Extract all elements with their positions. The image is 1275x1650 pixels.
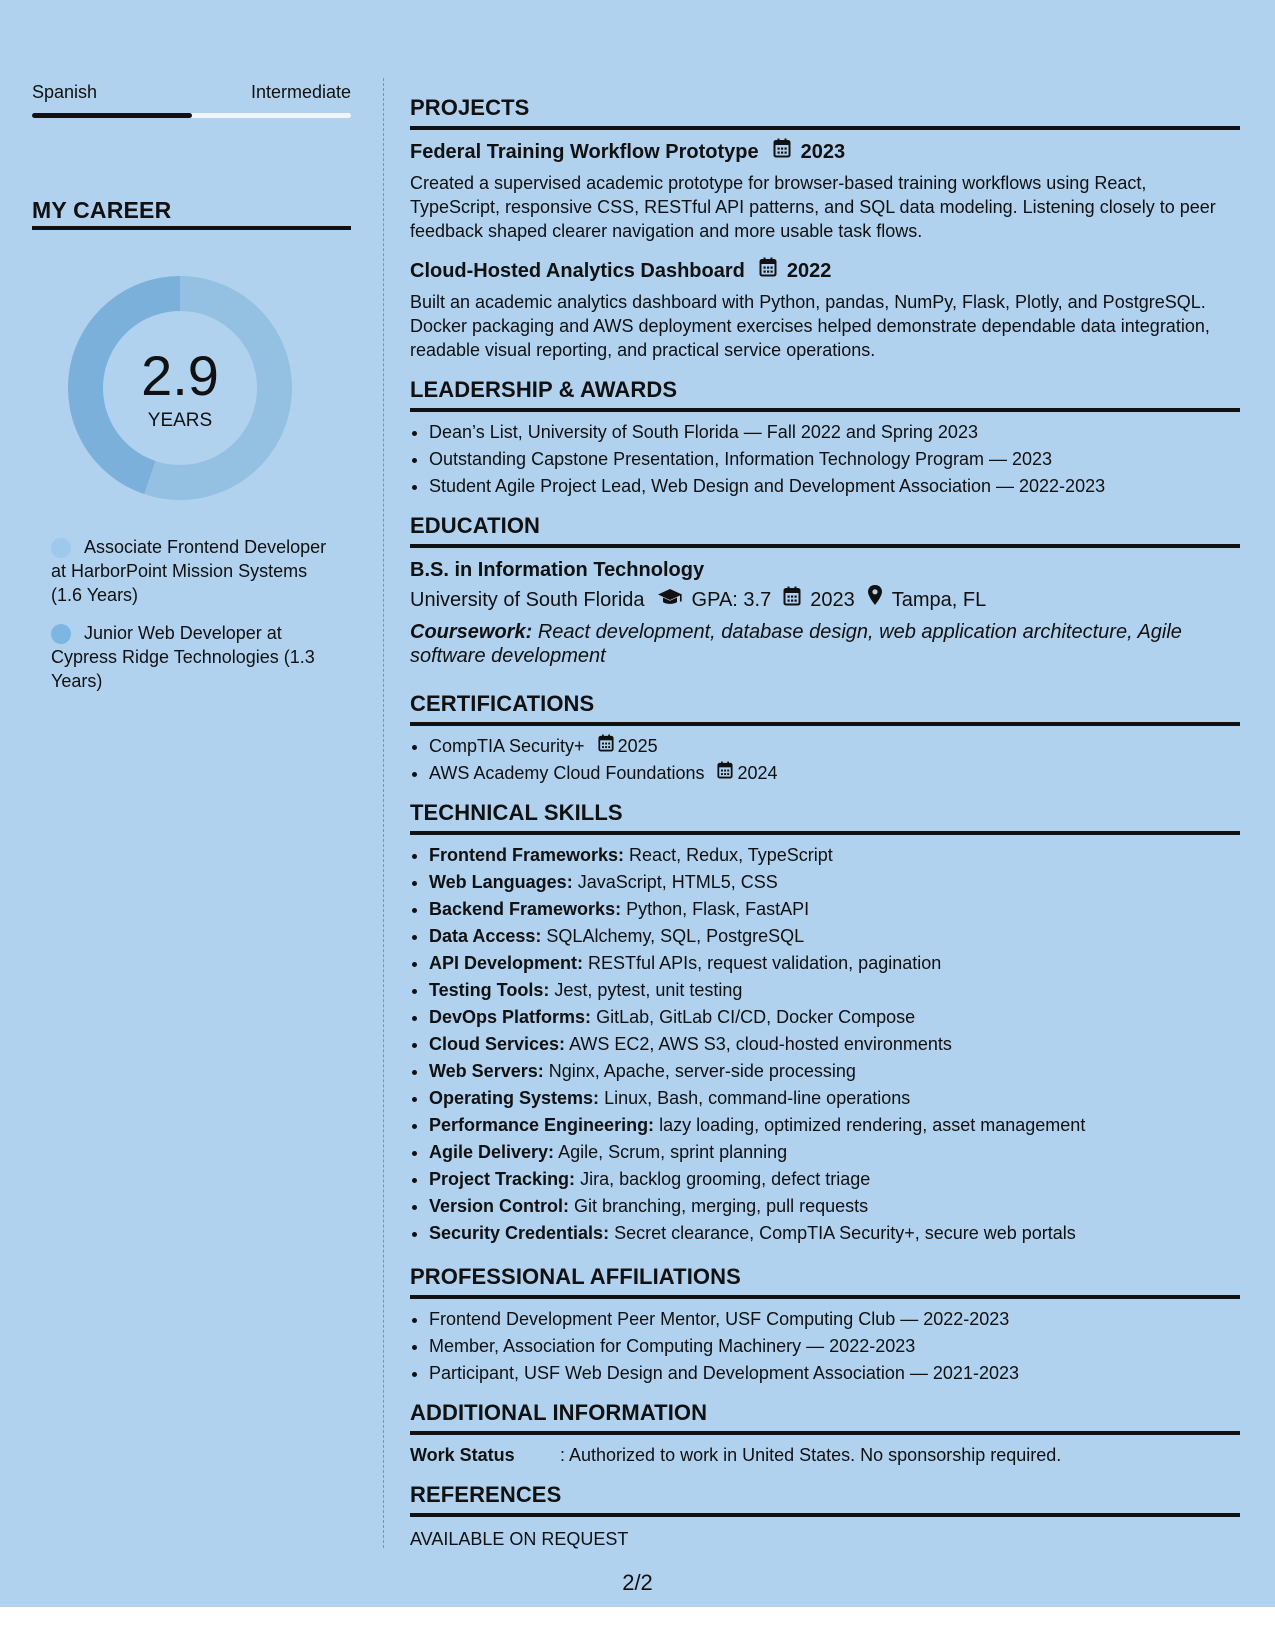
project-description: Created a supervised academic prototype for browser-based training workflows using React, TypeScript, responsive CSS, RESTful API patterns, and SQL data modeling. Listening closely to peer feedback shaped clearer navigation and more usable task flows. bbox=[410, 173, 1216, 241]
career-total-unit: YEARS bbox=[147, 410, 213, 431]
skill-label: Testing Tools: bbox=[429, 980, 550, 1000]
skill-item bbox=[429, 951, 1240, 975]
skills-list bbox=[410, 843, 1240, 1245]
coursework-text: React development, database design, web application architecture, Agile software development bbox=[410, 621, 1182, 667]
skill-value: Agile, Scrum, sprint planning bbox=[558, 1142, 788, 1162]
skill-value: SQLAlchemy, SQL, PostgreSQL bbox=[546, 926, 805, 946]
skill-label: Web Languages: bbox=[429, 872, 573, 892]
calendar-icon bbox=[783, 585, 801, 615]
skill-value: Jira, backlog grooming, defect triage bbox=[580, 1169, 871, 1189]
certification-name: • CompTIA Security+ bbox=[429, 736, 585, 756]
skill-label: Performance Engineering: bbox=[429, 1115, 655, 1135]
project-year: 2022 bbox=[786, 259, 832, 282]
skill-label: API Development: bbox=[429, 953, 584, 973]
list-item: • Frontend Development Peer Mentor, USF Computing Club — 2022-2023 bbox=[429, 1307, 1240, 1331]
project-heading bbox=[410, 138, 1240, 165]
skill-label: Security Credentials: bbox=[429, 1223, 610, 1243]
skill-label: DevOps Platforms: bbox=[429, 1007, 592, 1027]
calendar-icon bbox=[717, 761, 733, 785]
legend-dot bbox=[51, 624, 71, 644]
career-legend-item bbox=[51, 621, 341, 693]
page-number: 2/2 bbox=[622, 1570, 653, 1595]
skill-item bbox=[429, 978, 1240, 1002]
coursework-label: Coursework: bbox=[410, 621, 533, 643]
education-section bbox=[410, 512, 1240, 668]
skill-label: Cloud Services: bbox=[429, 1034, 566, 1054]
skill-value: Python, Flask, FastAPI bbox=[626, 899, 810, 919]
skill-value: JavaScript, HTML5, CSS bbox=[577, 872, 778, 892]
leadership-section bbox=[410, 376, 1240, 498]
language-level: Intermediate bbox=[250, 82, 351, 102]
certification-name: • AWS Academy Cloud Foundations bbox=[429, 763, 705, 783]
calendar-icon bbox=[759, 257, 777, 284]
skill-value: Linux, Bash, command-line operations bbox=[604, 1088, 911, 1108]
certification-year: 2025 bbox=[617, 736, 658, 756]
list-item: • Dean’s List, University of South Florida — Fall 2022 and Spring 2023 bbox=[429, 420, 1240, 444]
career-legend-item bbox=[51, 535, 341, 607]
project-description: Built an academic analytics dashboard with Python, pandas, NumPy, Flask, Plotly, and PostgreSQL. Docker packaging and AWS deployment exercises helped demonstrate dependable data integration, readable visual reporting, and practical service operations. bbox=[410, 292, 1210, 360]
certifications-section bbox=[410, 690, 1240, 785]
section-rule bbox=[410, 1431, 1240, 1435]
education-coursework bbox=[410, 620, 1240, 668]
certification-item bbox=[429, 761, 1240, 785]
section-rule bbox=[410, 126, 1240, 130]
work-status-value: : Authorized to work in United States. No sponsorship required. bbox=[560, 1445, 1062, 1465]
work-status-row bbox=[410, 1443, 1240, 1467]
calendar-icon bbox=[773, 138, 791, 165]
right-column bbox=[410, 94, 1240, 1565]
language-name: Spanish bbox=[32, 82, 98, 102]
list-item: • Member, Association for Computing Machinery — 2022-2023 bbox=[429, 1334, 1240, 1358]
education-year: 2023 bbox=[810, 588, 855, 611]
affiliations-list bbox=[410, 1307, 1240, 1385]
skill-item bbox=[429, 1221, 1240, 1245]
skill-label: Data Access: bbox=[429, 926, 542, 946]
language-row bbox=[32, 82, 351, 106]
column-divider bbox=[383, 78, 384, 1548]
skill-value: AWS EC2, AWS S3, cloud-hosted environments bbox=[569, 1034, 952, 1054]
skill-item bbox=[429, 1194, 1240, 1218]
career-legend-label: Associate Frontend Developer at HarborPoint Mission Systems (1.6 Years) bbox=[51, 537, 327, 605]
education-gpa: GPA: 3.7 bbox=[691, 588, 772, 611]
skill-item bbox=[429, 1059, 1240, 1083]
education-title: EDUCATION bbox=[410, 513, 541, 538]
skill-item bbox=[429, 1140, 1240, 1164]
section-rule bbox=[410, 1295, 1240, 1299]
skill-item bbox=[429, 924, 1240, 948]
skill-label: Agile Delivery: bbox=[429, 1142, 555, 1162]
affiliations-title: PROFESSIONAL AFFILIATIONS bbox=[410, 1264, 741, 1289]
certifications-title: CERTIFICATIONS bbox=[410, 691, 595, 716]
education-school: University of South Florida bbox=[410, 588, 645, 611]
section-rule bbox=[410, 408, 1240, 412]
projects-title: PROJECTS bbox=[410, 95, 530, 120]
skill-label: Operating Systems: bbox=[429, 1088, 600, 1108]
language-proficiency-fill bbox=[32, 113, 192, 118]
skill-item bbox=[429, 843, 1240, 867]
leadership-title: LEADERSHIP & AWARDS bbox=[410, 377, 678, 402]
graduation-cap-icon bbox=[657, 585, 683, 615]
career-legend-label: Junior Web Developer at Cypress Ridge Technologies (1.3 Years) bbox=[51, 623, 315, 691]
education-location: Tampa, FL bbox=[891, 588, 987, 611]
additional-info-title: ADDITIONAL INFORMATION bbox=[410, 1400, 708, 1425]
project-year: 2023 bbox=[800, 140, 846, 163]
map-pin-icon bbox=[867, 584, 883, 615]
references-title: REFERENCES bbox=[410, 1482, 562, 1507]
section-rule bbox=[410, 544, 1240, 548]
skill-item bbox=[429, 1032, 1240, 1056]
skill-label: Web Servers: bbox=[429, 1061, 544, 1081]
skill-value: React, Redux, TypeScript bbox=[629, 845, 833, 865]
certification-item bbox=[429, 734, 1240, 758]
section-rule bbox=[410, 831, 1240, 835]
skill-item bbox=[429, 1113, 1240, 1137]
skills-section bbox=[410, 799, 1240, 1245]
skill-value: Nginx, Apache, server-side processing bbox=[548, 1061, 856, 1081]
project-name: Federal Training Workflow Prototype bbox=[410, 140, 759, 163]
skill-value: Secret clearance, CompTIA Security+, secure web portals bbox=[614, 1223, 1076, 1243]
calendar-icon bbox=[598, 734, 614, 758]
career-legend bbox=[51, 535, 341, 707]
skill-item bbox=[429, 1005, 1240, 1029]
affiliations-section bbox=[410, 1263, 1240, 1385]
skill-label: Version Control: bbox=[429, 1196, 570, 1216]
education-details bbox=[410, 584, 1240, 615]
skill-label: Frontend Frameworks: bbox=[429, 845, 625, 865]
projects-section bbox=[410, 94, 1240, 362]
work-status-label: Work Status bbox=[410, 1445, 515, 1465]
skill-item bbox=[429, 897, 1240, 921]
skill-value: GitLab, GitLab CI/CD, Docker Compose bbox=[596, 1007, 916, 1027]
certification-year: 2024 bbox=[737, 763, 778, 783]
additional-info-section bbox=[410, 1399, 1240, 1467]
certifications-list bbox=[410, 734, 1240, 785]
list-item: • Participant, USF Web Design and Development Association — 2021-2023 bbox=[429, 1361, 1240, 1385]
skill-item bbox=[429, 870, 1240, 894]
skill-item bbox=[429, 1086, 1240, 1110]
list-item: • Student Agile Project Lead, Web Design and Development Association — 2022-2023 bbox=[429, 474, 1240, 498]
leadership-list bbox=[410, 420, 1240, 498]
career-total-years: 2.9 bbox=[141, 344, 219, 407]
career-section-title: MY CAREER bbox=[32, 197, 172, 223]
project-name: Cloud-Hosted Analytics Dashboard bbox=[410, 259, 745, 282]
skill-item bbox=[429, 1167, 1240, 1191]
skill-value: Git branching, merging, pull requests bbox=[574, 1196, 869, 1216]
section-rule bbox=[410, 1513, 1240, 1517]
references-text: AVAILABLE ON REQUEST bbox=[410, 1529, 629, 1549]
education-degree: B.S. in Information Technology bbox=[410, 559, 705, 581]
references-section bbox=[410, 1481, 1240, 1551]
project-heading bbox=[410, 257, 1240, 284]
list-item: • Outstanding Capstone Presentation, Information Technology Program — 2023 bbox=[429, 447, 1240, 471]
skill-label: Project Tracking: bbox=[429, 1169, 576, 1189]
language-proficiency-bar bbox=[32, 113, 351, 118]
skill-label: Backend Frameworks: bbox=[429, 899, 622, 919]
skills-title: TECHNICAL SKILLS bbox=[410, 800, 623, 825]
section-rule bbox=[410, 722, 1240, 726]
skill-value: Jest, pytest, unit testing bbox=[554, 980, 743, 1000]
skill-value: RESTful APIs, request validation, pagination bbox=[588, 953, 942, 973]
legend-dot bbox=[51, 538, 71, 558]
career-title-rule bbox=[32, 226, 351, 230]
skill-value: lazy loading, optimized rendering, asset management bbox=[659, 1115, 1086, 1135]
